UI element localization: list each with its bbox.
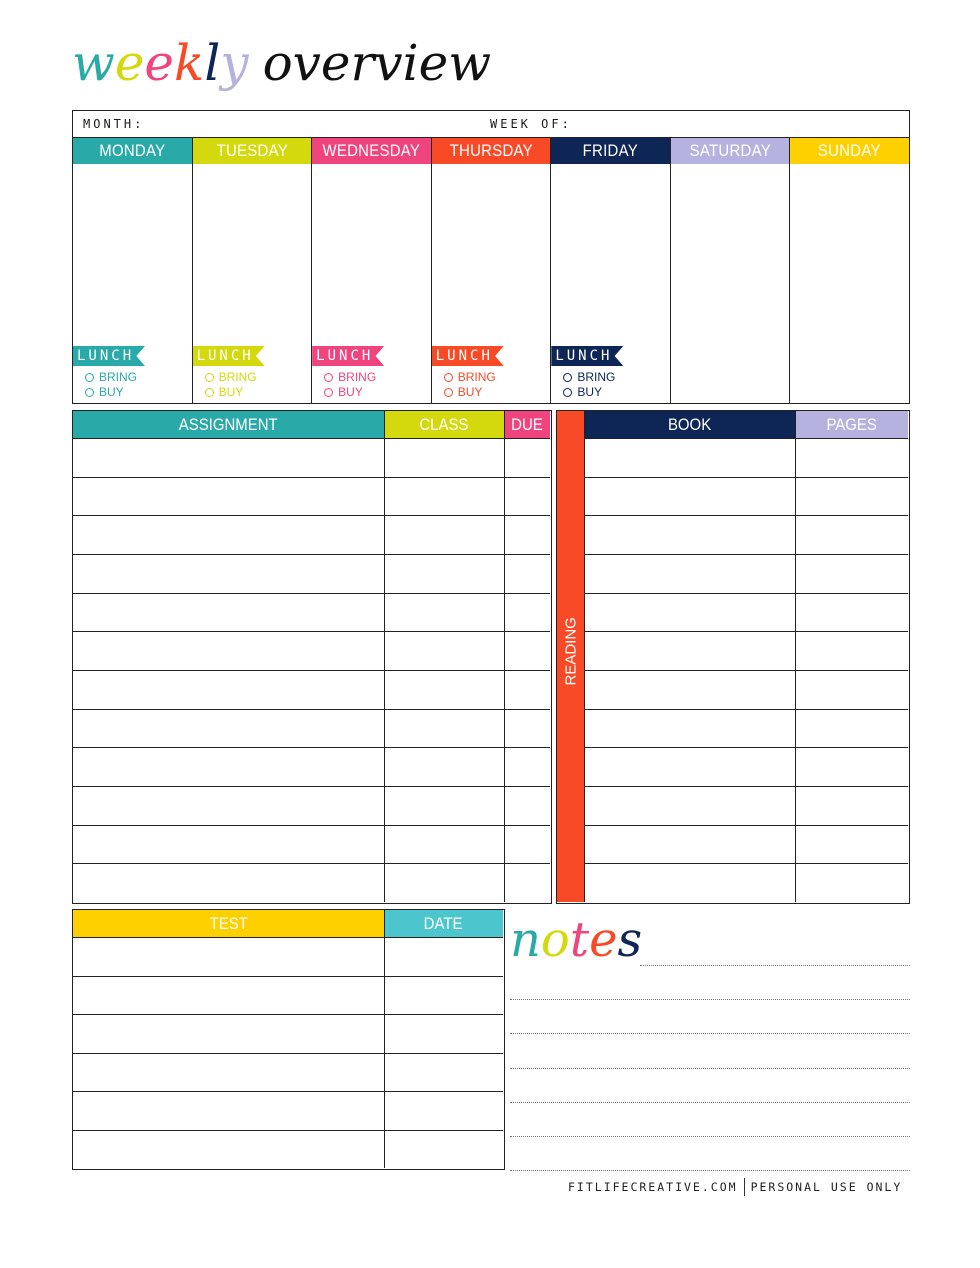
day-column-wednesday[interactable] xyxy=(312,138,432,403)
table-row-divider xyxy=(584,786,908,787)
lunch-option-option1[interactable] xyxy=(563,370,615,384)
title-letter: l xyxy=(204,34,221,92)
test-header: TEST xyxy=(73,910,384,937)
assignment-table xyxy=(72,410,552,904)
notes-line[interactable] xyxy=(510,999,910,1000)
table-row-divider xyxy=(73,477,550,478)
notes-line[interactable] xyxy=(510,1102,910,1103)
lunch-option-label: BUY xyxy=(99,385,124,399)
table-row-divider xyxy=(73,631,550,632)
pages-header: PAGES xyxy=(795,411,908,438)
day-label: MONDAY xyxy=(99,141,166,160)
day-header xyxy=(73,138,192,164)
notes-line[interactable] xyxy=(510,1033,910,1034)
title-letter: e xyxy=(144,34,174,92)
table-row-divider xyxy=(73,593,550,594)
lunch-option-option1[interactable] xyxy=(205,370,257,384)
table-row-divider xyxy=(73,709,550,710)
table-row-divider xyxy=(73,670,550,671)
table-row-divider xyxy=(584,554,908,555)
radio-circle-icon[interactable] xyxy=(205,373,214,382)
title-word-overview: overview xyxy=(262,34,492,92)
radio-circle-icon[interactable] xyxy=(444,373,453,382)
table-column-divider xyxy=(384,910,385,1168)
table-column-divider xyxy=(584,411,585,902)
table-row-divider xyxy=(584,709,908,710)
table-row-divider xyxy=(73,515,550,516)
month-label: MONTH: xyxy=(83,117,145,131)
lunch-tag xyxy=(73,346,145,366)
table-column-divider xyxy=(504,411,505,902)
radio-circle-icon[interactable] xyxy=(324,373,333,382)
day-column-saturday[interactable] xyxy=(671,138,791,403)
lunch-label: LUNCH xyxy=(77,348,135,364)
table-row-divider xyxy=(584,477,908,478)
table-column-divider xyxy=(795,411,796,902)
lunch-label: LUNCH xyxy=(196,348,254,364)
radio-circle-icon[interactable] xyxy=(85,388,94,397)
due-header: DUE xyxy=(504,411,550,438)
day-label: SUNDAY xyxy=(818,141,882,160)
assignment-header: ASSIGNMENT xyxy=(73,411,384,438)
book-header: BOOK xyxy=(584,411,795,438)
notes-letter: t xyxy=(569,912,590,968)
day-label: SATURDAY xyxy=(689,141,771,160)
table-row-divider xyxy=(584,593,908,594)
radio-circle-icon[interactable] xyxy=(563,388,572,397)
table-row-divider xyxy=(73,786,550,787)
radio-circle-icon[interactable] xyxy=(563,373,572,382)
table-row-divider xyxy=(584,515,908,516)
title-letter: e xyxy=(114,34,145,92)
lunch-option-label: BRING xyxy=(218,370,257,384)
radio-circle-icon[interactable] xyxy=(205,388,214,397)
day-header xyxy=(312,138,431,164)
table-row-divider xyxy=(584,670,908,671)
day-column-friday[interactable] xyxy=(551,138,671,403)
title-letter: k xyxy=(174,34,205,92)
day-grid xyxy=(72,138,910,404)
lunch-tag xyxy=(551,346,623,366)
notes-title xyxy=(510,912,670,972)
week-of-label: WEEK OF: xyxy=(490,117,572,131)
lunch-option-option2[interactable] xyxy=(444,385,483,399)
day-header xyxy=(432,138,551,164)
table-row-divider xyxy=(584,631,908,632)
lunch-option-option1[interactable] xyxy=(85,370,137,384)
table-row-divider xyxy=(73,863,550,864)
day-column-monday[interactable] xyxy=(73,138,193,403)
table-row-divider xyxy=(73,825,550,826)
day-label: WEDNESDAY xyxy=(322,141,421,160)
table-row-divider xyxy=(73,747,550,748)
footer-site: FITLIFECREATIVE.COM xyxy=(568,1180,738,1194)
table-row-divider xyxy=(73,1053,503,1054)
day-column-sunday[interactable] xyxy=(790,138,909,403)
test-table xyxy=(72,909,505,1170)
lunch-tag xyxy=(312,346,384,366)
lunch-option-option2[interactable] xyxy=(563,385,602,399)
lunch-option-label: BRING xyxy=(99,370,138,384)
table-row-divider xyxy=(73,1130,503,1131)
lunch-option-option1[interactable] xyxy=(324,370,376,384)
table-row-divider xyxy=(584,438,908,439)
table-row-divider xyxy=(73,438,550,439)
footer-divider xyxy=(744,1178,745,1196)
day-header xyxy=(193,138,312,164)
table-row-divider xyxy=(584,825,908,826)
notes-letter: n xyxy=(510,912,541,968)
lunch-option-label: BUY xyxy=(218,385,244,399)
day-label: FRIDAY xyxy=(582,141,639,160)
day-header xyxy=(551,138,670,164)
lunch-option-label: BUY xyxy=(577,385,602,399)
table-row-divider xyxy=(73,976,503,977)
title-word-weekly xyxy=(72,34,249,92)
table-row-divider xyxy=(73,937,503,938)
lunch-tag xyxy=(193,346,265,366)
notes-letter: s xyxy=(617,912,643,968)
notes-line[interactable] xyxy=(510,1136,910,1137)
day-label: THURSDAY xyxy=(449,141,533,160)
day-column-thursday[interactable] xyxy=(432,138,552,403)
table-row-divider xyxy=(73,554,550,555)
lunch-option-option2[interactable] xyxy=(85,385,124,399)
table-row-divider xyxy=(73,1014,503,1015)
lunch-label: LUNCH xyxy=(435,348,493,364)
lunch-label: LUNCH xyxy=(555,348,613,364)
radio-circle-icon[interactable] xyxy=(324,388,333,397)
lunch-option-option1[interactable] xyxy=(444,370,496,384)
notes-line[interactable] xyxy=(640,965,910,966)
footer xyxy=(568,1178,902,1196)
table-row-divider xyxy=(73,1091,503,1092)
notes-line[interactable] xyxy=(510,1170,910,1171)
radio-circle-icon[interactable] xyxy=(85,373,94,382)
footer-note: PERSONAL USE ONLY xyxy=(750,1180,903,1194)
day-header xyxy=(671,138,790,164)
radio-circle-icon[interactable] xyxy=(444,388,453,397)
lunch-option-label: BUY xyxy=(338,385,363,399)
lunch-option-label: BUY xyxy=(457,385,483,399)
lunch-option-label: BRING xyxy=(577,370,616,384)
month-week-bar xyxy=(72,110,910,138)
title-letter: w xyxy=(72,34,115,92)
table-column-divider xyxy=(384,411,385,902)
class-header: CLASS xyxy=(384,411,504,438)
day-label: TUESDAY xyxy=(216,141,288,160)
notes-letter: e xyxy=(589,912,618,968)
notes-line[interactable] xyxy=(510,1068,910,1069)
notes-letter: o xyxy=(540,912,570,968)
lunch-option-option2[interactable] xyxy=(324,385,363,399)
day-column-tuesday[interactable] xyxy=(193,138,313,403)
table-row-divider xyxy=(584,747,908,748)
reading-label: READING xyxy=(562,617,580,686)
lunch-option-label: BRING xyxy=(457,370,496,384)
lunch-label: LUNCH xyxy=(316,348,374,364)
day-header xyxy=(790,138,909,164)
lunch-option-label: BRING xyxy=(338,370,377,384)
date-header: DATE xyxy=(384,910,503,937)
lunch-option-option2[interactable] xyxy=(205,385,244,399)
title-letter: y xyxy=(220,34,249,92)
table-row-divider xyxy=(584,863,908,864)
reading-table xyxy=(556,410,910,904)
lunch-tag xyxy=(432,346,504,366)
